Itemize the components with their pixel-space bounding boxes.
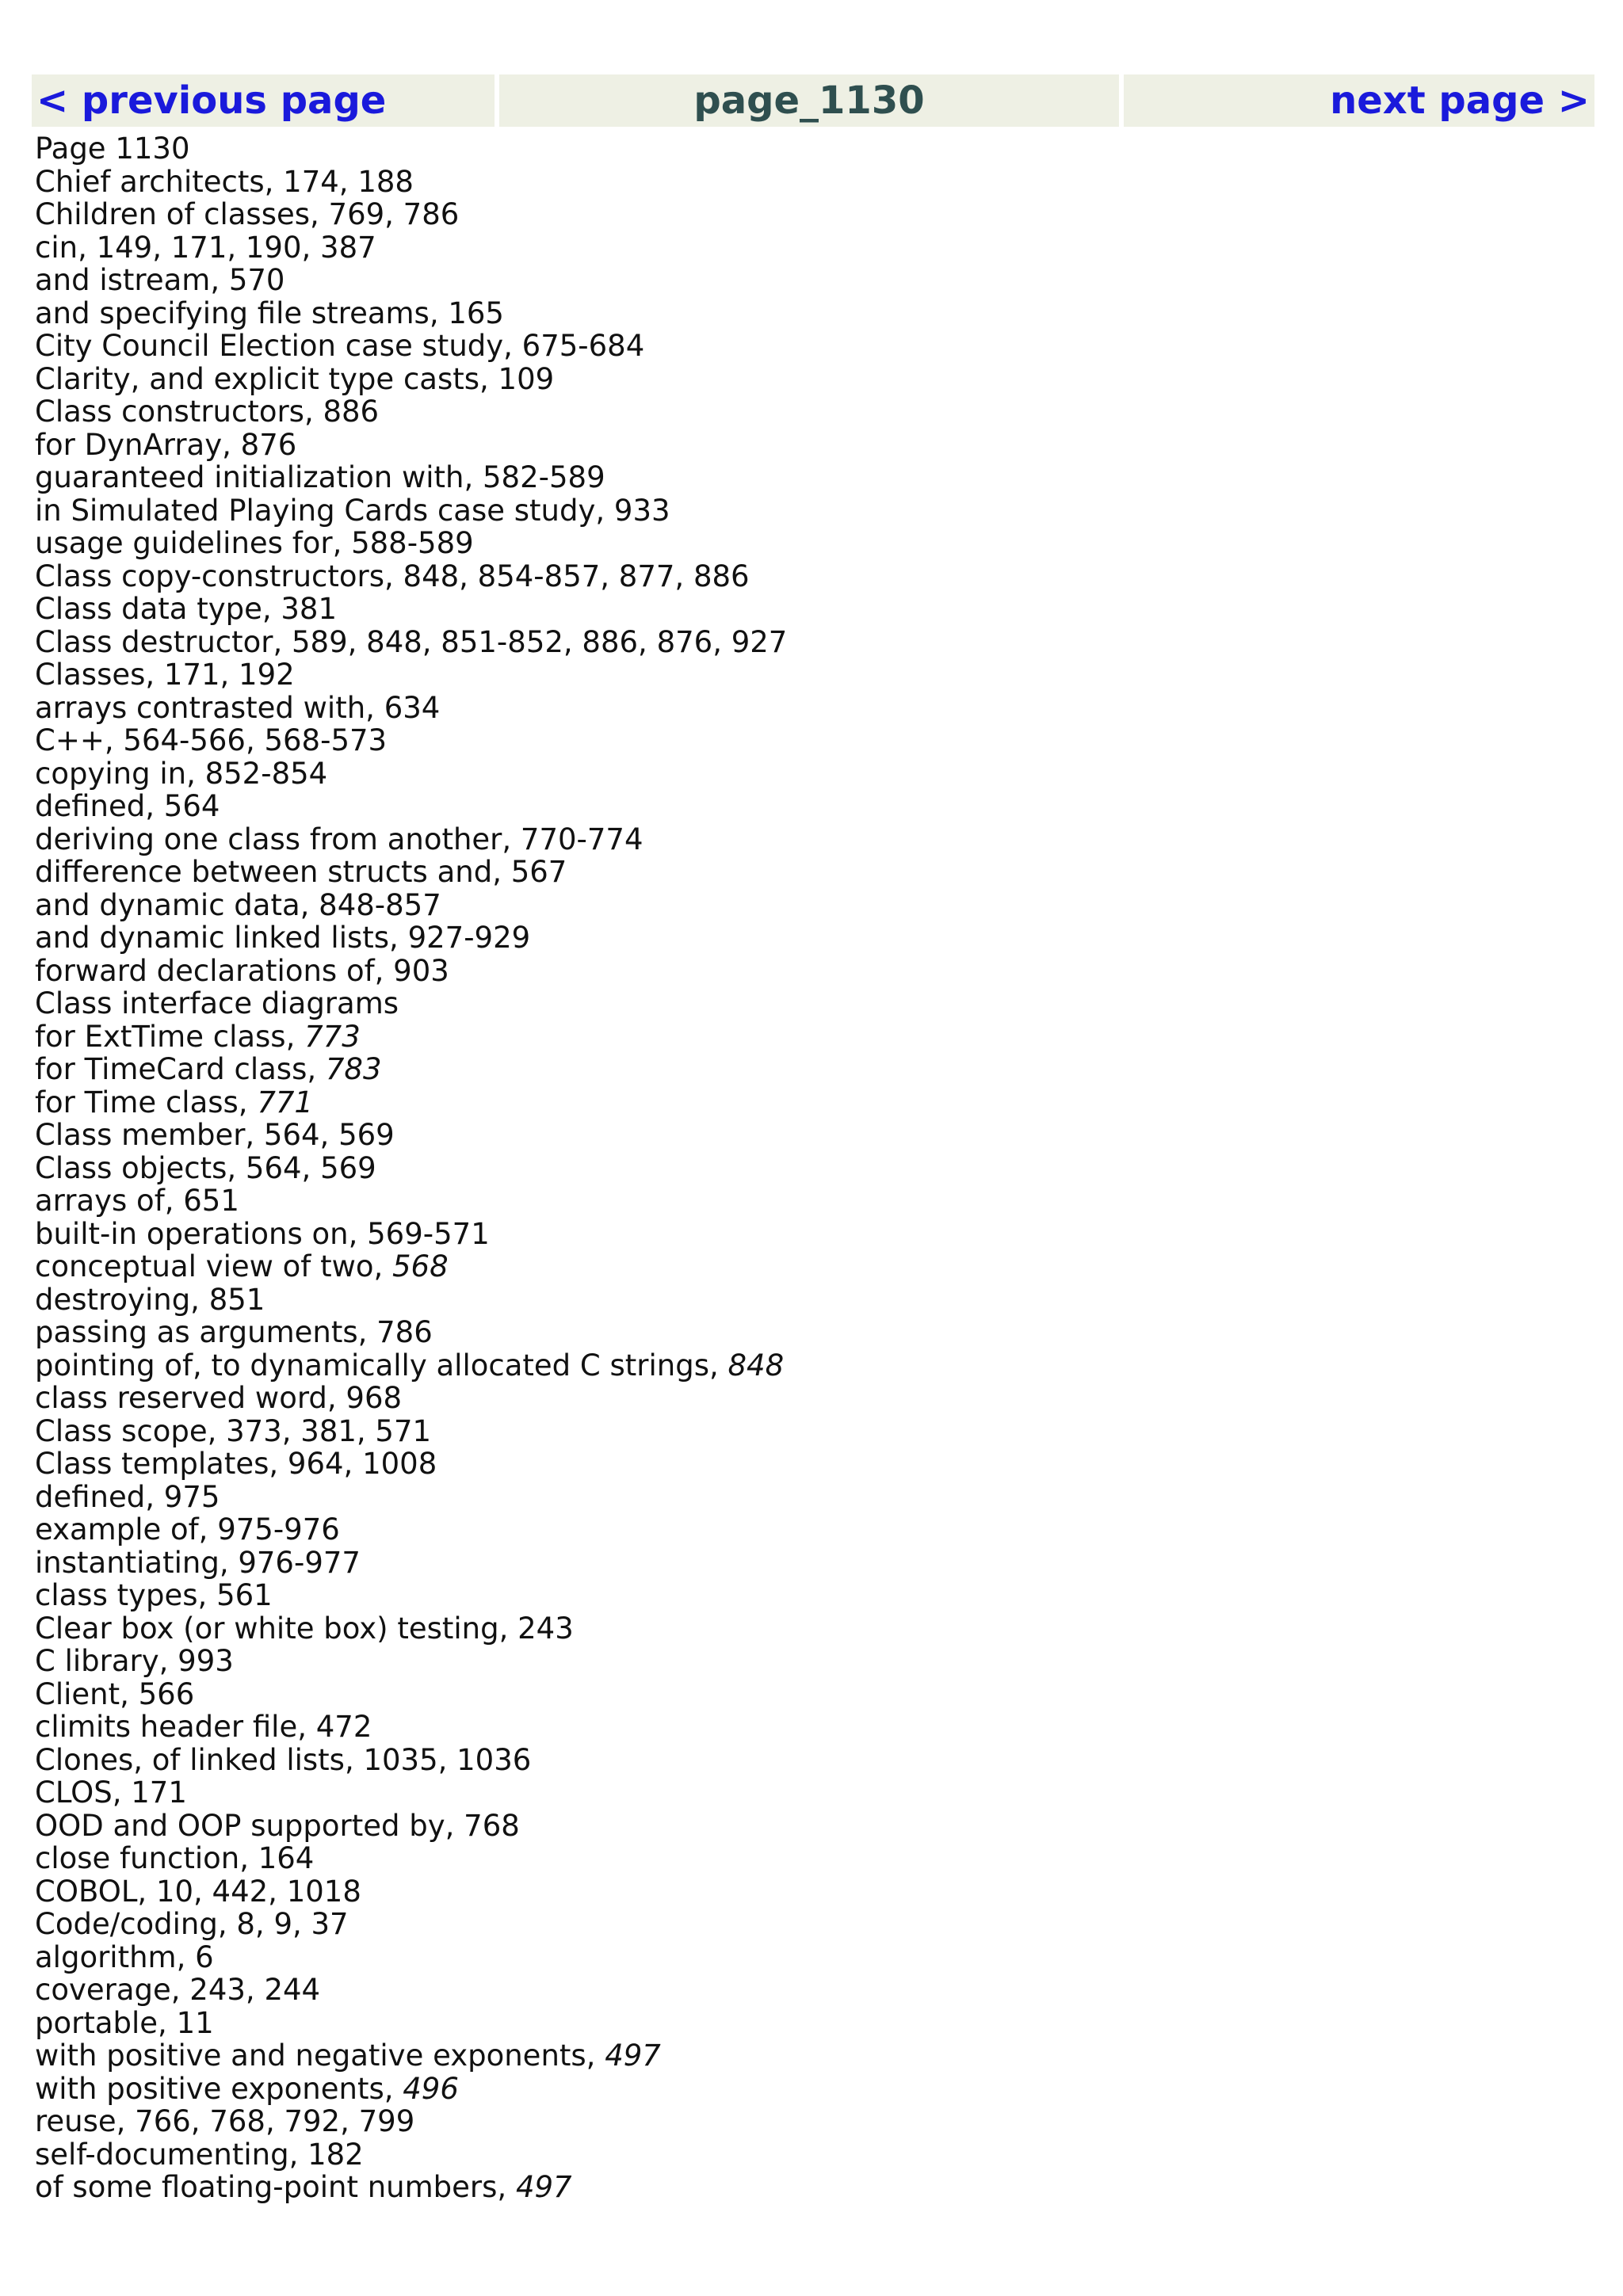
index-entry: [35, 297, 1588, 330]
index-entry: [35, 1349, 1588, 1383]
index-entry: [35, 2171, 1588, 2204]
index-entry: [35, 921, 1588, 955]
index-entry: [35, 1579, 1588, 1612]
index-entry-text: in Simulated Playing Cards case study, 933: [35, 493, 670, 528]
index-entry-text: conceptual view of two,: [35, 1249, 393, 1283]
page-navigation-bar: [32, 74, 1594, 127]
index-entry-text: defined, 564: [35, 789, 220, 823]
index-entry: [35, 1086, 1588, 1119]
index-entry-figure-page: 497: [515, 2170, 572, 2204]
index-entry: [35, 593, 1588, 626]
index-entry-text: with positive exponents,: [35, 2071, 403, 2106]
index-entry-text: Class data type, 381: [35, 592, 338, 626]
index-entry: [35, 1218, 1588, 1251]
index-entry-text: arrays of, 651: [35, 1184, 239, 1218]
index-entry-text: instantiating, 976-977: [35, 1545, 361, 1580]
index-entry-text: and istream, 570: [35, 263, 285, 297]
index-entry: [35, 132, 1588, 166]
index-entry: [35, 1415, 1588, 1448]
index-entry-text: built-in operations on, 569-571: [35, 1216, 490, 1251]
index-entry-text: defined, 975: [35, 1479, 220, 1514]
index-entry: [35, 1316, 1588, 1349]
index-entry: [35, 856, 1588, 889]
index-entry-text: pointing of, to dynamically allocated C strings,: [35, 1348, 728, 1383]
index-entry-text: example of, 975-976: [35, 1512, 340, 1547]
index-entry-text: copying in, 852-854: [35, 756, 328, 791]
index-entry-text: guaranteed initialization with, 582-589: [35, 460, 605, 494]
index-entry: [35, 1547, 1588, 1580]
index-entry-text: for DynArray, 876: [35, 427, 297, 462]
index-entry: [35, 1481, 1588, 1514]
index-entry: [35, 1053, 1588, 1086]
index-entry-text: cin, 149, 171, 190, 387: [35, 230, 376, 265]
index-entry-text: Code/coding, 8, 9, 37: [35, 1907, 349, 1941]
index-entry: [35, 790, 1588, 823]
index-entry-text: Client, 566: [35, 1676, 195, 1711]
index-entry: [35, 2138, 1588, 2172]
index-entry: [35, 692, 1588, 725]
index-entry-text: CLOS, 171: [35, 1775, 187, 1810]
index-entry: [35, 527, 1588, 560]
index-entry: [35, 1810, 1588, 1843]
index-entry-text: Clones, of linked lists, 1035, 1036: [35, 1742, 532, 1777]
index-entry-text: class reserved word, 968: [35, 1381, 403, 1415]
index-entry-text: Class objects, 564, 569: [35, 1150, 376, 1185]
index-entry: [35, 1711, 1588, 1744]
index-entry-text: City Council Election case study, 675-684: [35, 329, 645, 363]
index-entry-text: Class destructor, 589, 848, 851-852, 886, 876, 927: [35, 624, 788, 659]
index-entry-text: Class constructors, 886: [35, 395, 380, 429]
index-entry: [35, 2073, 1588, 2106]
index-entry: [35, 166, 1588, 199]
index-entry-text: COBOL, 10, 442, 1018: [35, 1874, 361, 1909]
index-entry-text: and specifying file streams, 165: [35, 296, 504, 330]
index-entry: [35, 2105, 1588, 2138]
index-entry-figure-page: 783: [325, 1052, 382, 1086]
index-entry-figure-page: 496: [403, 2071, 459, 2106]
index-entry: [35, 461, 1588, 494]
index-entry-figure-page: 771: [257, 1085, 313, 1119]
index-entry: [35, 1645, 1588, 1678]
index-entry: [35, 395, 1588, 429]
index-entry-list: [35, 132, 1588, 2204]
index-entry-text: and dynamic data, 848-857: [35, 887, 441, 922]
index-entry-text: close function, 164: [35, 1841, 315, 1875]
index-entry: [35, 1020, 1588, 1054]
index-entry: [35, 724, 1588, 757]
index-entry-text: Children of classes, 769, 786: [35, 197, 460, 231]
index-entry: [35, 955, 1588, 988]
index-entry-text: algorithm, 6: [35, 1939, 214, 1974]
index-entry-text: Class member, 564, 569: [35, 1118, 395, 1152]
index-entry: [35, 1974, 1588, 2007]
index-entry: [35, 626, 1588, 659]
index-entry-text: Class scope, 373, 381, 571: [35, 1413, 432, 1448]
index-entry: [35, 198, 1588, 231]
index-entry-text: Classes, 171, 192: [35, 658, 295, 692]
index-entry-text: forward declarations of, 903: [35, 953, 449, 988]
index-entry: [35, 1382, 1588, 1415]
index-entry: [35, 823, 1588, 856]
index-entry-text: class types, 561: [35, 1578, 273, 1612]
index-entry: [35, 1513, 1588, 1547]
index-entry-text: Chief architects, 174, 188: [35, 164, 414, 199]
index-entry-text: passing as arguments, 786: [35, 1315, 433, 1349]
index-entry-text: usage guidelines for, 588-589: [35, 526, 474, 560]
index-entry-text: climits header file, 472: [35, 1710, 372, 1744]
index-entry: [35, 757, 1588, 791]
index-entry: [35, 2007, 1588, 2040]
index-entry: [35, 1875, 1588, 1909]
index-entry: [35, 1612, 1588, 1646]
index-entry-text: portable, 11: [35, 2005, 214, 2040]
index-entry: [35, 231, 1588, 265]
index-entry-text: destroying, 851: [35, 1282, 265, 1317]
index-entry: [35, 987, 1588, 1020]
index-entry-text: coverage, 243, 244: [35, 1973, 321, 2007]
index-entry: [35, 1152, 1588, 1185]
index-entry-text: Clear box (or white box) testing, 243: [35, 1611, 574, 1646]
index-entry-text: Clarity, and explicit type casts, 109: [35, 361, 555, 396]
index-entry-text: and dynamic linked lists, 927-929: [35, 921, 531, 955]
index-entry: [35, 1908, 1588, 1941]
index-entry: [35, 1842, 1588, 1875]
index-entry: [35, 1447, 1588, 1481]
index-entry: [35, 889, 1588, 922]
index-entry-figure-page: 568: [392, 1249, 449, 1283]
index-entry-text: Class copy-constructors, 848, 854-857, 877, 886: [35, 559, 750, 593]
index-entry: [35, 2039, 1588, 2073]
index-entry: [35, 1678, 1588, 1711]
index-entry: [35, 429, 1588, 462]
index-entry-figure-page: 497: [605, 2039, 661, 2073]
index-entry-text: difference between structs and, 567: [35, 855, 567, 889]
index-entry-text: Class templates, 964, 1008: [35, 1447, 437, 1481]
index-entry-text: reuse, 766, 768, 792, 799: [35, 2104, 415, 2138]
index-entry: [35, 1776, 1588, 1810]
index-entry: [35, 1250, 1588, 1283]
index-entry: [35, 1283, 1588, 1317]
index-entry-text: for TimeCard class,: [35, 1052, 326, 1086]
page-title: page_1130: [499, 74, 1119, 127]
index-entry-figure-page: 773: [304, 1019, 361, 1054]
index-entry-text: arrays contrasted with, 634: [35, 690, 441, 725]
index-entry: [35, 1184, 1588, 1218]
index-entry: [35, 1744, 1588, 1777]
index-entry-text: C library, 993: [35, 1644, 234, 1678]
index-entry-figure-page: 848: [727, 1348, 785, 1383]
index-entry-text: for ExtTime class,: [35, 1019, 305, 1054]
index-entry-text: OOD and OOP supported by, 768: [35, 1808, 520, 1843]
index-entry-text: for Time class,: [35, 1085, 258, 1119]
index-entry-text: Page 1130: [35, 132, 190, 166]
index-entry-text: of some floating-point numbers,: [35, 2170, 516, 2204]
index-entry: [35, 658, 1588, 692]
index-entry: [35, 264, 1588, 297]
index-entry: [35, 560, 1588, 593]
index-entry: [35, 1119, 1588, 1152]
index-entry: [35, 494, 1588, 528]
index-entry: [35, 330, 1588, 363]
index-entry: [35, 1941, 1588, 1974]
next-page-link[interactable]: next page >: [1124, 74, 1594, 127]
index-entry-text: C++, 564-566, 568-573: [35, 723, 388, 757]
index-entry-text: deriving one class from another, 770-774: [35, 822, 643, 856]
index-entry-text: Class interface diagrams: [35, 986, 399, 1020]
index-entry: [35, 363, 1588, 396]
previous-page-link[interactable]: < previous page: [32, 74, 495, 127]
index-entry-text: with positive and negative exponents,: [35, 2039, 605, 2073]
index-entry-text: self-documenting, 182: [35, 2137, 364, 2172]
